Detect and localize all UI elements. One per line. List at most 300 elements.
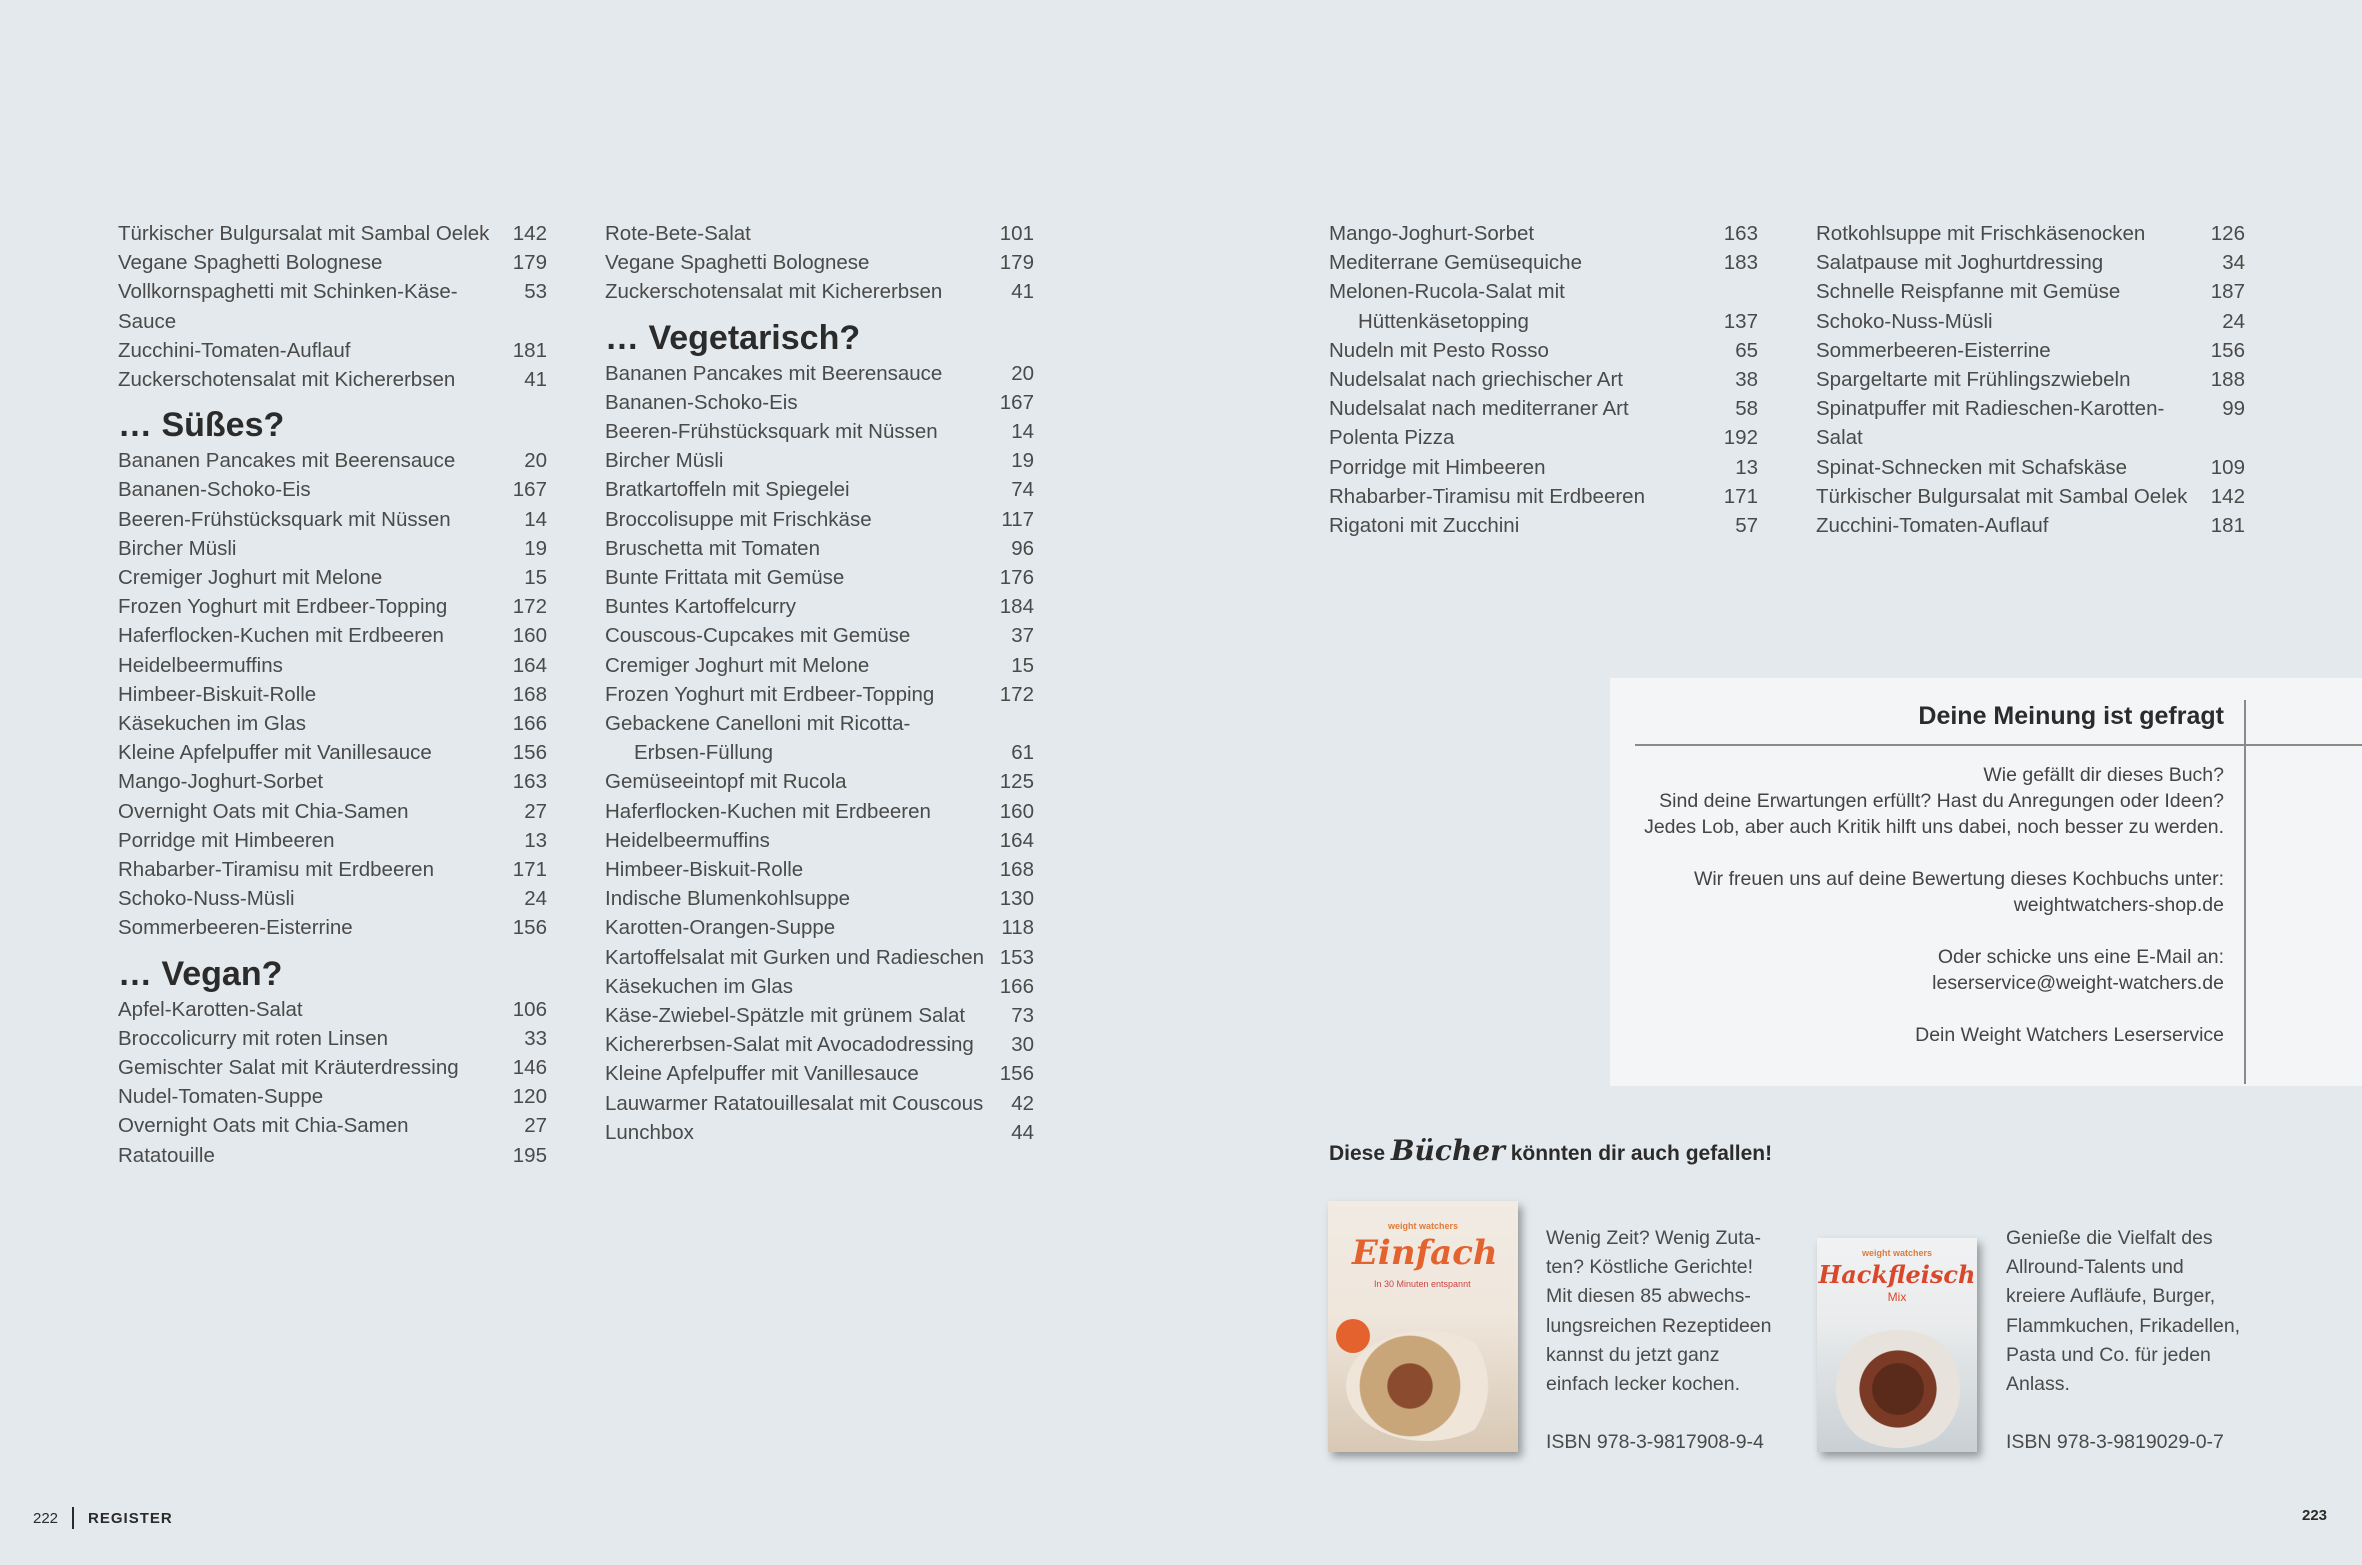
page-number: 156	[512, 741, 547, 765]
recipe-name	[118, 995, 507, 1024]
feedback-email-link[interactable]: leserservice@weight-watchers.de	[1932, 972, 2224, 994]
index-entry[interactable]	[605, 621, 1034, 650]
feedback-paragraph-2	[1604, 866, 2224, 918]
recipe-name-text: Bircher Müsli	[118, 536, 237, 560]
index-entry[interactable]	[605, 1089, 1034, 1118]
recipe-name-text: Nudelsalat nach mediterraner Art	[1329, 397, 1629, 421]
recommendation-heading-post: könnten dir auch gefallen!	[1504, 1142, 1773, 1165]
page-number: 142	[512, 222, 547, 245]
page-number: 153	[999, 945, 1034, 969]
recipe-name	[118, 248, 507, 277]
desc-line: Anlass.	[2006, 1373, 2070, 1396]
recipe-name	[1816, 511, 2205, 540]
recipe-name	[1816, 336, 2205, 365]
page-number: 184	[999, 595, 1034, 619]
index-entry[interactable]	[1816, 511, 2245, 540]
recipe-name-text: Schoko-Nuss-Müsli	[118, 887, 295, 911]
recipe-name-text: Haferflocken-Kuchen mit Erdbeeren	[605, 799, 931, 823]
page-number: 181	[2210, 514, 2245, 538]
section-label: REGISTER	[88, 1509, 173, 1527]
index-entry[interactable]	[1329, 453, 1758, 482]
recipe-name	[118, 680, 507, 709]
index-entry[interactable]	[118, 446, 547, 475]
recipe-name-text: Käsekuchen im Glas	[605, 974, 794, 998]
index-entry[interactable]	[605, 388, 1034, 417]
recipe-name	[1329, 365, 1718, 394]
recipe-name-text: Zucchini-Tomaten-Auflauf	[118, 338, 351, 362]
recipe-name-text: Karotten-Orangen-Suppe	[605, 916, 836, 940]
index-entry[interactable]	[605, 855, 1034, 884]
index-entry[interactable]	[1816, 482, 2245, 511]
recipe-name-text: Frozen Yoghurt mit Erdbeer-Topping	[605, 682, 935, 706]
recipe-name	[118, 1024, 507, 1053]
recipe-name-text: Polenta Pizza	[1329, 426, 1455, 450]
index-entry[interactable]	[118, 1141, 547, 1170]
recipe-name	[118, 219, 507, 248]
recipe-name	[1816, 307, 2205, 336]
recipe-name	[118, 505, 507, 534]
index-entry[interactable]	[118, 797, 547, 826]
index-entry[interactable]	[605, 651, 1034, 680]
recipe-name	[605, 1118, 994, 1147]
recipe-name-text: Zucchini-Tomaten-Auflauf	[1816, 514, 2049, 538]
recipe-name-text: Nudel-Tomaten-Suppe	[118, 1085, 324, 1109]
page-number: 126	[2210, 222, 2245, 245]
desc-line: kreiere Aufläufe, Burger,	[2006, 1285, 2216, 1308]
recipe-name	[605, 388, 994, 417]
page-number: 73	[1011, 1004, 1034, 1028]
recipe-name	[118, 709, 507, 738]
recipe-name	[1329, 482, 1718, 511]
recipe-name-text: Beeren-Frühstücksquark mit Nüssen	[605, 420, 938, 444]
section-heading: … Süßes?	[118, 406, 285, 445]
recipe-name-text: Broccolicurry mit roten Linsen	[118, 1026, 389, 1050]
page-number: 44	[1011, 1120, 1034, 1144]
index-entry[interactable]	[1816, 219, 2245, 248]
recipe-name	[605, 277, 994, 306]
index-entry[interactable]	[605, 1118, 1034, 1147]
recipe-name-text: Rotkohlsuppe mit Frischkäsenocken	[1816, 222, 2146, 245]
index-entry[interactable]	[118, 248, 547, 277]
index-entry[interactable]	[118, 534, 547, 563]
recipe-name	[1816, 394, 2205, 452]
recipe-name-text: Mediterrane Gemüsequiche	[1329, 251, 1582, 275]
page-number: 142	[2210, 484, 2245, 508]
index-entry[interactable]	[1816, 307, 2245, 336]
book-isbn: ISBN 978-3-9819029-0-7	[2006, 1431, 2224, 1454]
recipe-name-text: Kleine Apfelpuffer mit Vanillesauce	[118, 741, 432, 765]
recipe-name	[118, 277, 507, 335]
page-number: 171	[1723, 484, 1758, 508]
recipe-name	[1329, 219, 1718, 248]
index-entry[interactable]	[1329, 365, 1758, 394]
index-entry[interactable]	[118, 592, 547, 621]
page-number: 37	[1011, 624, 1034, 648]
feedback-paragraph-3	[1604, 944, 2224, 996]
recipe-name	[118, 534, 507, 563]
recipe-name	[605, 943, 994, 972]
page-number: 192	[1723, 426, 1758, 450]
book-title: Hackfleisch	[1818, 1260, 1976, 1289]
page-number: 53	[524, 280, 547, 304]
recipe-name-text: Bruschetta mit Tomaten	[605, 536, 820, 560]
page-number: 42	[1011, 1091, 1034, 1115]
index-entry[interactable]	[1816, 365, 2245, 394]
index-entry[interactable]	[118, 767, 547, 796]
recipe-name-text: Türkischer Bulgursalat mit Sambal Oelek	[118, 222, 490, 245]
section-heading: … Vegan?	[118, 954, 283, 993]
feedback-divider-vertical	[2244, 700, 2246, 1084]
book-brand: weight watchers	[1387, 1221, 1459, 1231]
recipe-name-text: Kichererbsen-Salat mit Avocadodressing	[605, 1033, 974, 1057]
recipe-name-text: Mango-Joghurt-Sorbet	[118, 770, 324, 794]
recipe-name-text: Zuckerschotensalat mit Kichererbsen	[605, 280, 943, 304]
recipe-name	[605, 913, 994, 942]
index-entry[interactable]	[605, 417, 1034, 446]
recipe-name-text: Spargeltarte mit Frühlingszwiebeln	[1816, 368, 2131, 392]
index-entry[interactable]	[605, 943, 1034, 972]
desc-line: lungsreichen Rezeptideen	[1546, 1314, 1772, 1337]
page-number: 96	[1011, 536, 1034, 560]
page-number: 168	[999, 858, 1034, 882]
recipe-name	[1329, 453, 1718, 482]
recipe-name	[605, 563, 994, 592]
recipe-name-text: Broccolisuppe mit Frischkäse	[605, 507, 872, 531]
recipe-name-text: Gemischter Salat mit Kräuterdressing	[118, 1056, 459, 1080]
recipe-name	[605, 972, 994, 1001]
page-number: 57	[1735, 514, 1758, 538]
recipe-name-text: Heidelbeermuffins	[118, 653, 283, 677]
food-photo	[1829, 1330, 1967, 1448]
feedback-line: Wie gefällt dir dieses Buch?	[1983, 764, 2224, 786]
recipe-name	[1329, 248, 1718, 277]
page-number: 137	[1723, 309, 1758, 333]
page-number: 167	[512, 478, 547, 502]
index-entry[interactable]	[118, 884, 547, 913]
index-entry[interactable]	[605, 446, 1034, 475]
page-number: 160	[512, 624, 547, 648]
recipe-name-text: Haferflocken-Kuchen mit Erdbeeren	[118, 624, 444, 648]
recipe-name	[1816, 219, 2205, 248]
index-entry[interactable]	[118, 1111, 547, 1140]
recipe-name	[118, 767, 507, 796]
index-entry[interactable]	[1329, 423, 1758, 452]
recipe-name	[605, 826, 994, 855]
recipe-name-text: Himbeer-Biskuit-Rolle	[605, 858, 804, 882]
index-entry[interactable]	[1329, 219, 1758, 248]
recipe-name	[605, 680, 994, 709]
desc-line: Mit diesen 85 abwechs-	[1546, 1285, 1751, 1308]
index-entry[interactable]	[1816, 248, 2245, 277]
index-entry[interactable]	[1329, 277, 1758, 335]
desc-line: Pasta und Co. für jeden	[2006, 1343, 2211, 1366]
recipe-name-text: Bananen-Schoko-Eis	[118, 478, 311, 502]
index-entry[interactable]	[118, 738, 547, 767]
recipe-name-text: Cremiger Joghurt mit Melone	[118, 566, 383, 590]
recipe-name-text: Indische Blumenkohlsuppe	[605, 887, 851, 911]
food-photo	[1346, 1331, 1506, 1441]
page-number: 164	[999, 828, 1034, 852]
index-entry[interactable]	[605, 884, 1034, 913]
book-cover-einfach[interactable]	[1328, 1201, 1518, 1452]
recipe-name-text: Kleine Apfelpuffer mit Vanillesauce	[605, 1062, 919, 1086]
desc-line: kannst du jetzt ganz	[1546, 1343, 1720, 1366]
index-entry[interactable]	[605, 1030, 1034, 1059]
recipe-name	[605, 855, 994, 884]
recipe-name	[118, 446, 507, 475]
recipe-name	[605, 884, 994, 913]
recipe-name	[118, 651, 507, 680]
recipe-name	[118, 884, 507, 913]
index-entry[interactable]	[605, 563, 1034, 592]
index-entry[interactable]	[605, 767, 1034, 796]
feedback-line: Sind deine Erwartungen erfüllt? Hast du Anregungen oder Ideen?	[1659, 790, 2224, 812]
index-entry[interactable]	[605, 592, 1034, 621]
page-number: 117	[1001, 507, 1034, 531]
recipe-name-text: Overnight Oats mit Chia-Samen	[118, 799, 409, 823]
recipe-name	[605, 505, 994, 534]
page-number: 38	[1735, 368, 1758, 392]
page-number: 14	[1011, 420, 1034, 444]
recipe-name-continuation: Erbsen-Füllung	[634, 741, 774, 765]
index-column-4	[1816, 219, 2245, 540]
recipe-name-text: Rote-Bete-Salat	[605, 222, 751, 245]
recipe-name-text: Nudelsalat nach griechischer Art	[1329, 368, 1623, 392]
index-entry[interactable]	[118, 219, 547, 248]
book-subtitle: Mix	[1887, 1290, 1907, 1304]
page-number: 58	[1735, 397, 1758, 421]
page-number: 188	[2210, 368, 2245, 392]
recipe-name-text: Mango-Joghurt-Sorbet	[1329, 222, 1535, 245]
recipe-name	[118, 738, 507, 767]
recipe-name	[1329, 423, 1718, 452]
recipe-name-text: Rigatoni mit Zucchini	[1329, 514, 1520, 538]
recipe-name	[118, 1053, 507, 1082]
index-column-1	[118, 219, 547, 1170]
recipe-name-text: Beeren-Frühstücksquark mit Nüssen	[118, 507, 451, 531]
index-entry[interactable]	[118, 505, 547, 534]
recipe-name	[118, 1141, 507, 1170]
recipe-name	[605, 797, 994, 826]
index-entry[interactable]	[605, 277, 1034, 306]
page-number: 125	[999, 770, 1034, 794]
recipe-name	[118, 621, 507, 650]
recipe-name-text: Heidelbeermuffins	[605, 828, 770, 852]
index-entry[interactable]	[605, 534, 1034, 563]
page-number: 166	[999, 974, 1034, 998]
page-number: 106	[512, 997, 547, 1021]
recipe-name-text: Melonen-Rucola-Salat mit	[1329, 280, 1565, 304]
page-number: 160	[999, 799, 1034, 823]
feedback-text	[1604, 762, 2224, 1074]
recipe-name-text: Apfel-Karotten-Salat	[118, 997, 303, 1021]
index-entry[interactable]	[118, 365, 547, 394]
index-entry[interactable]	[605, 826, 1034, 855]
index-entry[interactable]	[118, 1053, 547, 1082]
recipe-name	[118, 336, 507, 365]
index-entry[interactable]	[1329, 482, 1758, 511]
recipe-name	[1816, 248, 2205, 277]
recipe-name-text: Salatpause mit Joghurtdressing	[1816, 251, 2104, 275]
desc-line: Allround-Talents und	[2006, 1256, 2184, 1279]
index-entry[interactable]	[118, 913, 547, 942]
page-number: 171	[512, 858, 547, 882]
recipe-name-text: Bircher Müsli	[605, 449, 724, 473]
recipe-name-text: Lunchbox	[605, 1120, 694, 1144]
index-column-2	[605, 219, 1034, 1147]
recipe-name-text: Türkischer Bulgursalat mit Sambal Oelek	[1816, 484, 2188, 508]
recipe-name-text: Gebackene Canelloni mit Ricotta-	[605, 712, 911, 736]
index-entry[interactable]	[118, 826, 547, 855]
index-entry[interactable]	[1816, 336, 2245, 365]
index-entry[interactable]	[118, 651, 547, 680]
recipe-name	[118, 475, 507, 504]
feedback-signature: Dein Weight Watchers Leserservice	[1915, 1024, 2224, 1046]
recipe-name-text: Vegane Spaghetti Bolognese	[118, 251, 383, 275]
recipe-name	[605, 534, 994, 563]
recipe-name-text: Sommerbeeren-Eisterrine	[118, 916, 353, 940]
desc-line: ten? Köstliche Gerichte!	[1546, 1256, 1754, 1279]
index-entry[interactable]	[605, 1001, 1034, 1030]
recipe-name-text: Schnelle Reispfanne mit Gemüse	[1816, 280, 2121, 304]
index-entry[interactable]	[605, 505, 1034, 534]
recommendation-heading-script: Bücher	[1390, 1134, 1505, 1167]
feedback-paragraph-1	[1604, 762, 2224, 840]
index-entry[interactable]	[118, 621, 547, 650]
index-entry[interactable]	[118, 680, 547, 709]
recipe-name	[605, 1030, 994, 1059]
recipe-name-text: Ratatouille	[118, 1143, 215, 1167]
index-entry[interactable]	[118, 277, 547, 335]
book-isbn: ISBN 978-3-9817908-9-4	[1546, 1431, 1764, 1454]
recipe-name	[605, 446, 994, 475]
index-entry[interactable]	[1816, 277, 2245, 306]
footer-separator	[72, 1507, 74, 1529]
page-number: 179	[512, 251, 547, 275]
index-entry[interactable]	[1329, 394, 1758, 423]
page-number: 146	[512, 1056, 547, 1080]
index-entry[interactable]	[1329, 511, 1758, 540]
index-entry[interactable]	[605, 797, 1034, 826]
recipe-name-text: Käsekuchen im Glas	[118, 712, 307, 736]
recipe-name-text: Bananen Pancakes mit Beerensauce	[605, 361, 943, 385]
page-number: 24	[2222, 309, 2245, 333]
page-number: 41	[524, 368, 547, 392]
page-number: 168	[512, 682, 547, 706]
index-entry[interactable]	[605, 1059, 1034, 1088]
recipe-name-text: Vollkornspaghetti mit Schinken-Käse-Sauce	[118, 280, 458, 333]
index-entry[interactable]	[118, 1082, 547, 1111]
index-entry[interactable]	[605, 913, 1034, 942]
index-entry[interactable]	[118, 855, 547, 884]
page-number: 163	[1723, 222, 1758, 245]
index-entry[interactable]	[605, 709, 1034, 767]
book-subtitle: In 30 Minuten entspannt	[1374, 1279, 1471, 1289]
page-number: 24	[524, 887, 547, 911]
desc-line: Wenig Zeit? Wenig Zuta-	[1546, 1227, 1761, 1249]
recipe-name	[605, 651, 994, 680]
page-number: 15	[524, 566, 547, 590]
index-entry[interactable]	[605, 219, 1034, 248]
index-entry[interactable]	[605, 972, 1034, 1001]
recipe-name-text: Vegane Spaghetti Bolognese	[605, 251, 870, 275]
index-entry[interactable]	[605, 680, 1034, 709]
index-entry[interactable]	[118, 995, 547, 1024]
page-number: 13	[524, 828, 547, 852]
recipe-name-text: Bratkartoffeln mit Spiegelei	[605, 478, 850, 502]
index-entry[interactable]	[605, 475, 1034, 504]
feedback-divider-horizontal	[1635, 744, 2362, 746]
index-entry[interactable]	[1816, 394, 2245, 452]
recipe-name	[1329, 511, 1718, 540]
page-number: 20	[1011, 361, 1034, 385]
feedback-line: Wir freuen uns auf deine Bewertung dieses Kochbuchs unter:	[1693, 868, 2224, 890]
recipe-name	[1816, 482, 2205, 511]
recipe-name	[118, 563, 507, 592]
feedback-box	[1610, 678, 2362, 1086]
recipe-name-text: Frozen Yoghurt mit Erdbeer-Topping	[118, 595, 448, 619]
index-entry[interactable]	[605, 248, 1034, 277]
page-number: 27	[524, 799, 547, 823]
recipe-name-text: Cremiger Joghurt mit Melone	[605, 653, 870, 677]
index-entry[interactable]	[118, 1024, 547, 1053]
recipe-name	[605, 1089, 994, 1118]
recipe-name-text: Bananen-Schoko-Eis	[605, 390, 798, 414]
recipe-name-text: Rhabarber-Tiramisu mit Erdbeeren	[1329, 484, 1645, 508]
page-number: 19	[524, 536, 547, 560]
recipe-name	[1329, 394, 1718, 423]
index-entry[interactable]	[118, 336, 547, 365]
index-entry[interactable]	[118, 563, 547, 592]
book-cover-hackfleisch[interactable]	[1817, 1238, 1977, 1452]
recipe-name-text: Bananen Pancakes mit Beerensauce	[118, 449, 456, 473]
index-entry[interactable]	[1816, 453, 2245, 482]
page-number: 65	[1735, 338, 1758, 362]
cover-badge	[1336, 1319, 1370, 1353]
page-number: 14	[524, 507, 547, 531]
recipe-name-text: Kartoffelsalat mit Gurken und Radieschen	[605, 945, 985, 969]
page-number: 176	[999, 566, 1034, 590]
page-number: 34	[2222, 251, 2245, 275]
recipe-name-text: Rhabarber-Tiramisu mit Erdbeeren	[118, 858, 434, 882]
index-entry[interactable]	[1329, 248, 1758, 277]
page-number: 41	[1011, 280, 1034, 304]
index-entry[interactable]	[605, 359, 1034, 388]
recipe-name	[605, 709, 994, 767]
recipe-name-text: Bunte Frittata mit Gemüse	[605, 566, 845, 590]
recipe-name	[605, 248, 994, 277]
index-entry[interactable]	[118, 709, 547, 738]
index-entry[interactable]	[118, 475, 547, 504]
page-number: 61	[1011, 741, 1034, 765]
page-number: 33	[524, 1026, 547, 1050]
page-number: 15	[1011, 653, 1034, 677]
page-number: 27	[524, 1114, 547, 1138]
recipe-name	[1329, 277, 1718, 335]
page-number: 30	[1011, 1033, 1034, 1057]
recipe-name-text: Spinat-Schnecken mit Schafskäse	[1816, 455, 2128, 479]
page-number: 179	[999, 251, 1034, 275]
recipe-name	[118, 365, 507, 394]
section-heading: … Vegetarisch?	[605, 318, 861, 357]
recipe-name	[605, 219, 994, 248]
recipe-name	[118, 855, 507, 884]
feedback-shop-link[interactable]: weightwatchers-shop.de	[2013, 894, 2224, 916]
recipe-name	[605, 475, 994, 504]
index-entry[interactable]	[1329, 336, 1758, 365]
book-title: Einfach	[1352, 1233, 1498, 1273]
recipe-name-text: Sommerbeeren-Eisterrine	[1816, 338, 2051, 362]
